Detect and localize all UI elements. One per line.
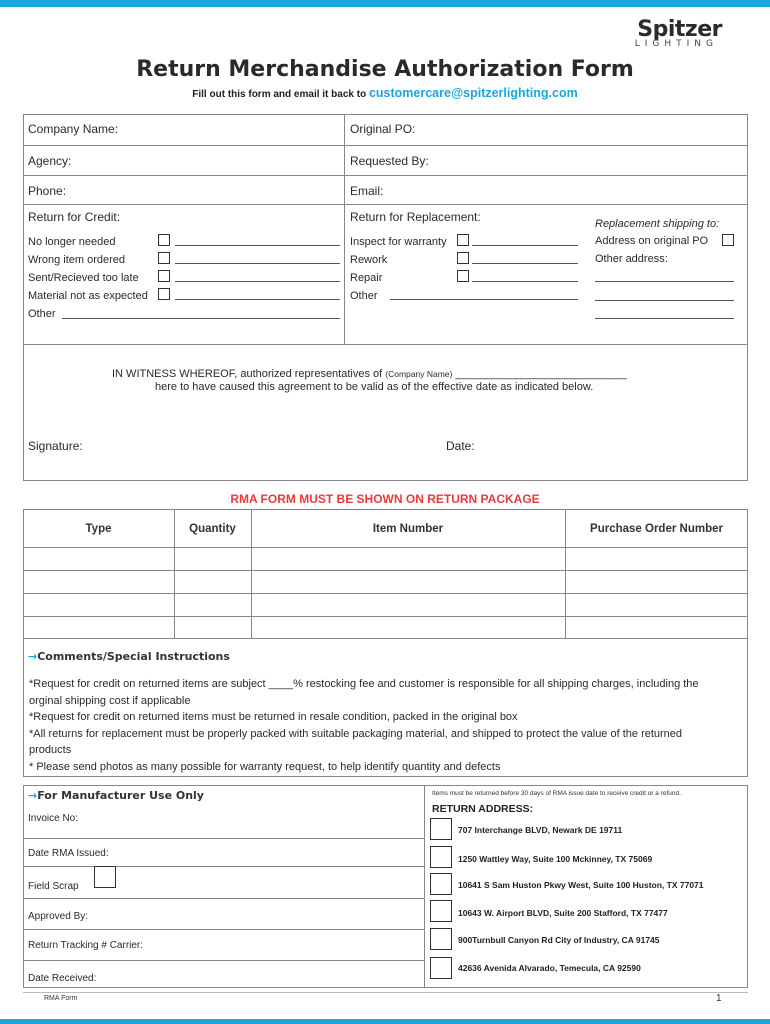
address-option: 707 Interchange BLVD, Newark DE 19711 [458, 825, 623, 835]
address-line[interactable] [595, 300, 734, 301]
address-checkbox[interactable] [430, 928, 452, 950]
note-line: products [29, 744, 72, 756]
rma-notice: RMA FORM MUST BE SHOWN ON RETURN PACKAGE [230, 492, 540, 506]
credit-option-checkbox[interactable] [158, 288, 170, 300]
comments-heading [28, 650, 230, 663]
address-checkbox[interactable] [430, 873, 452, 895]
address-checkbox[interactable] [430, 957, 452, 979]
brand-logo: Spitzer [637, 17, 722, 42]
company-name-field[interactable]: Company Name: [28, 122, 119, 136]
subtitle-text: Fill out this form and email it back to [192, 89, 367, 100]
comments-heading-text: Comments/Special Instructions [37, 650, 230, 663]
invoice-no-field[interactable]: Invoice No: [28, 813, 79, 824]
credit-option-checkbox[interactable] [158, 270, 170, 282]
note-line: * Please send photos as many possible for warranty request, to help identify quantity and defects [29, 760, 501, 773]
table-row-divider [23, 593, 748, 594]
replacement-option-checkbox[interactable] [457, 270, 469, 282]
replacement-option-label: Inspect for warranty [350, 236, 447, 248]
replacement-option-label: Repair [350, 272, 383, 284]
address-line[interactable] [595, 318, 734, 319]
column-header-quantity: Quantity [189, 523, 236, 535]
manufacturer-divider [424, 785, 425, 988]
email-field[interactable]: Email: [350, 184, 384, 198]
page-title: Return Merchandise Authorization Form [136, 57, 634, 82]
table-row-divider [23, 570, 748, 571]
replacement-option-checkbox[interactable] [457, 252, 469, 264]
page-subtitle [0, 86, 770, 100]
column-header-po-number: Purchase Order Number [590, 523, 723, 535]
fill-line[interactable] [472, 281, 578, 282]
tracking-carrier-field[interactable]: Return Tracking # Carrier: [28, 940, 144, 951]
approved-by-field[interactable]: Approved By: [28, 911, 89, 922]
brand-logo-subtitle: LIGHTING [634, 39, 718, 49]
footer-rule [23, 992, 748, 993]
credit-other-label: Other [28, 308, 56, 320]
credit-heading: Return for Credit: [28, 210, 121, 224]
note-line: *Request for credit on returned items are subject ____% restocking fee and customer is responsible for all shipping charges, including the [29, 678, 699, 690]
arrow-icon: → [28, 650, 38, 663]
field-scrap-checkbox[interactable] [94, 866, 116, 888]
field-divider [23, 898, 424, 899]
divider [23, 204, 748, 205]
replacement-other-label: Other [350, 290, 378, 302]
manufacturer-heading-text: For Manufacturer Use Only [37, 789, 204, 802]
return-policy-notice: Items must be returned before 30 days of RMA issue date to receive credit or a refund. [432, 790, 681, 797]
address-checkbox[interactable] [430, 846, 452, 868]
field-divider [23, 960, 424, 961]
divider [23, 344, 748, 345]
shipping-original-label: Address on original PO [595, 235, 709, 247]
footer-label: RMA Form [44, 995, 78, 1002]
signature-field[interactable]: Signature: [28, 439, 83, 453]
return-address-heading: RETURN ADDRESS: [432, 803, 534, 815]
date-field[interactable]: Date: [446, 439, 475, 453]
credit-option-checkbox[interactable] [158, 252, 170, 264]
company-name-hint: (Company Name) [385, 369, 453, 379]
address-checkbox[interactable] [430, 900, 452, 922]
note-line: *Request for credit on returned items must be returned in resale condition, packed in the original box [29, 711, 518, 723]
divider [23, 145, 748, 146]
note-line: orginal shipping cost if applicable [29, 694, 191, 707]
column-header-item-number: Item Number [372, 523, 444, 535]
field-divider [23, 838, 424, 839]
table-row-divider [23, 547, 748, 548]
phone-field[interactable]: Phone: [28, 184, 67, 198]
divider [23, 175, 748, 176]
column-header-type: Type [85, 523, 112, 535]
comments-notes [29, 676, 744, 775]
address-checkbox[interactable] [430, 818, 452, 840]
field-scrap-label: Field Scrap [28, 881, 79, 892]
witness-line-2: here to have caused this agreement to be valid as of the effective date as indicated below. [155, 381, 594, 393]
arrow-icon: → [28, 789, 38, 802]
table-row-divider [23, 616, 748, 617]
witness-blank[interactable]: ____________________________ [455, 368, 627, 380]
replacement-option-label: Rework [350, 254, 388, 266]
fill-line[interactable] [175, 263, 340, 264]
credit-option-label: No longer needed [28, 236, 116, 248]
address-option: 10643 W. Airport BLVD, Suite 200 Stafford, TX 77477 [458, 908, 668, 918]
fill-line[interactable] [175, 299, 340, 300]
manufacturer-heading [28, 789, 204, 802]
credit-other-line[interactable] [62, 318, 340, 319]
replacement-other-line[interactable] [390, 299, 578, 300]
credit-option-label: Sent/Recieved too late [28, 272, 139, 284]
witness-line-1 [112, 368, 627, 380]
address-line[interactable] [595, 281, 734, 282]
bottom-accent-bar [0, 1019, 770, 1024]
fill-line[interactable] [175, 281, 340, 282]
replacement-heading: Return for Replacement: [350, 210, 481, 224]
top-accent-bar [0, 0, 770, 7]
address-option: 10641 S Sam Huston Pkwy West, Suite 100 Huston, TX 77071 [458, 880, 704, 890]
address-option: 42636 Avenida Alvarado, Temecula, CA 92590 [458, 963, 641, 973]
contact-email-link[interactable]: customercare@spitzerlighting.com [368, 86, 578, 100]
original-po-field[interactable]: Original PO: [350, 122, 416, 136]
field-divider [23, 929, 424, 930]
column-divider [344, 114, 345, 345]
shipping-heading: Replacement shipping to: [595, 218, 720, 230]
replacement-option-checkbox[interactable] [457, 234, 469, 246]
shipping-original-checkbox[interactable] [722, 234, 734, 246]
address-option: 900Turnbull Canyon Rd City of Industry, CA 91745 [458, 935, 660, 945]
shipping-other-label: Other address: [595, 253, 668, 265]
date-received-field[interactable]: Date Received: [28, 973, 97, 984]
fill-line[interactable] [472, 245, 578, 246]
credit-option-checkbox[interactable] [158, 234, 170, 246]
fill-line[interactable] [472, 263, 578, 264]
agency-field[interactable]: Agency: [28, 154, 72, 168]
requested-by-field[interactable]: Requested By: [350, 154, 429, 168]
page-number: 1 [716, 993, 722, 1004]
fill-line[interactable] [175, 245, 340, 246]
note-line: *All returns for replacement must be properly packed with suitable packaging material, and shipped to protect the value of the returned [29, 727, 683, 740]
credit-option-label: Wrong item ordered [28, 254, 126, 266]
address-option: 1250 Wattley Way, Suite 100 Mckinney, TX 75069 [458, 854, 653, 864]
witness-text: IN WITNESS WHEREOF, authorized representatives of [112, 368, 383, 380]
field-divider [23, 866, 424, 867]
date-rma-issued-field[interactable]: Date RMA Issued: [28, 848, 109, 859]
credit-option-label: Material not as expected [28, 290, 148, 302]
